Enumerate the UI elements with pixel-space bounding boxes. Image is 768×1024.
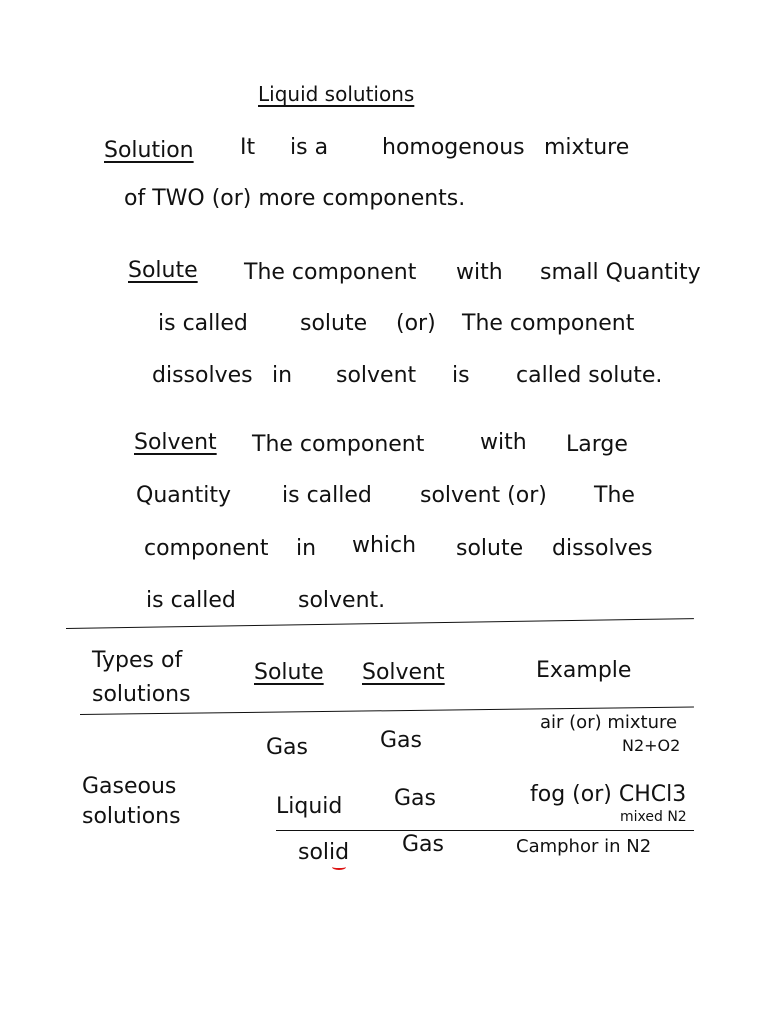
solute-line3-word: is (452, 363, 470, 388)
solvent-line4-word: solvent. (298, 588, 386, 613)
solution-line1-word: It (240, 135, 256, 160)
table-header-solvent: Solvent (362, 660, 445, 685)
table-cell-solvent: Gas (380, 728, 422, 753)
solution-line1-word: is a (290, 135, 329, 160)
table-cell-solvent: Gas (394, 786, 436, 811)
solvent-line1-word: The component (252, 432, 425, 457)
solvent-line2-word: The (594, 483, 635, 508)
solute-line2-word: is called (158, 311, 248, 336)
table-cell-example-sub: N2+O2 (622, 736, 681, 755)
solvent-line3-word: in (296, 536, 317, 561)
section-divider (66, 618, 694, 629)
table-cell-example: Camphor in N2 (516, 836, 652, 857)
solvent-line3-word: solute (456, 536, 524, 561)
solvent-line2-word: Quantity (136, 483, 232, 508)
solute-line2-word: The component (462, 311, 635, 336)
table-cell-solute: solid (298, 840, 350, 865)
table-cell-example: fog (or) CHCl3 (530, 782, 687, 807)
solute-line1-word: The component (244, 260, 417, 285)
table-cell-solvent: Gas (402, 832, 444, 857)
solvent-line3-word: which (352, 533, 417, 558)
solution-term: Solution (104, 138, 194, 163)
table-cell-example: air (or) mixture (540, 712, 678, 733)
solvent-line2-word: is called (282, 483, 372, 508)
solvent-line1-word: with (480, 430, 527, 455)
solvent-line1-word: Large (566, 432, 628, 457)
table-group-label: Gaseous solutions (82, 774, 181, 829)
solvent-line4-word: is called (146, 588, 236, 613)
table-header-example: Example (536, 658, 632, 683)
solute-line2-word: (or) (396, 311, 436, 336)
solvent-line3-word: component (144, 536, 269, 561)
solute-line3-word: in (272, 363, 293, 388)
correction-mark (332, 864, 346, 870)
solvent-term: Solvent (134, 430, 217, 455)
solute-line3-word: dissolves (152, 363, 253, 388)
table-cell-solute: Gas (266, 735, 308, 760)
solvent-line2-word: solvent (or) (420, 483, 547, 508)
page-title: Liquid solutions (258, 82, 415, 106)
table-cell-solute: Liquid (276, 794, 343, 819)
solute-line3-word: solvent (336, 363, 417, 388)
solution-line1-word: mixture (544, 135, 630, 160)
solute-line3-word: called solute. (516, 363, 663, 388)
solute-line1-word: small Quantity (540, 260, 701, 285)
table-cell-example-sub: mixed N2 (620, 809, 687, 825)
table-header-solute: Solute (254, 660, 324, 685)
solute-line1-word: with (456, 260, 503, 285)
solvent-line3-word: dissolves (552, 536, 653, 561)
solution-line2: of TWO (or) more components. (124, 186, 466, 211)
solute-line2-word: solute (300, 311, 368, 336)
table-header-type: Types of solutions (92, 648, 191, 707)
table-row-divider (276, 830, 694, 831)
solution-line1-word: homogenous (382, 135, 525, 160)
solute-term: Solute (128, 258, 198, 283)
